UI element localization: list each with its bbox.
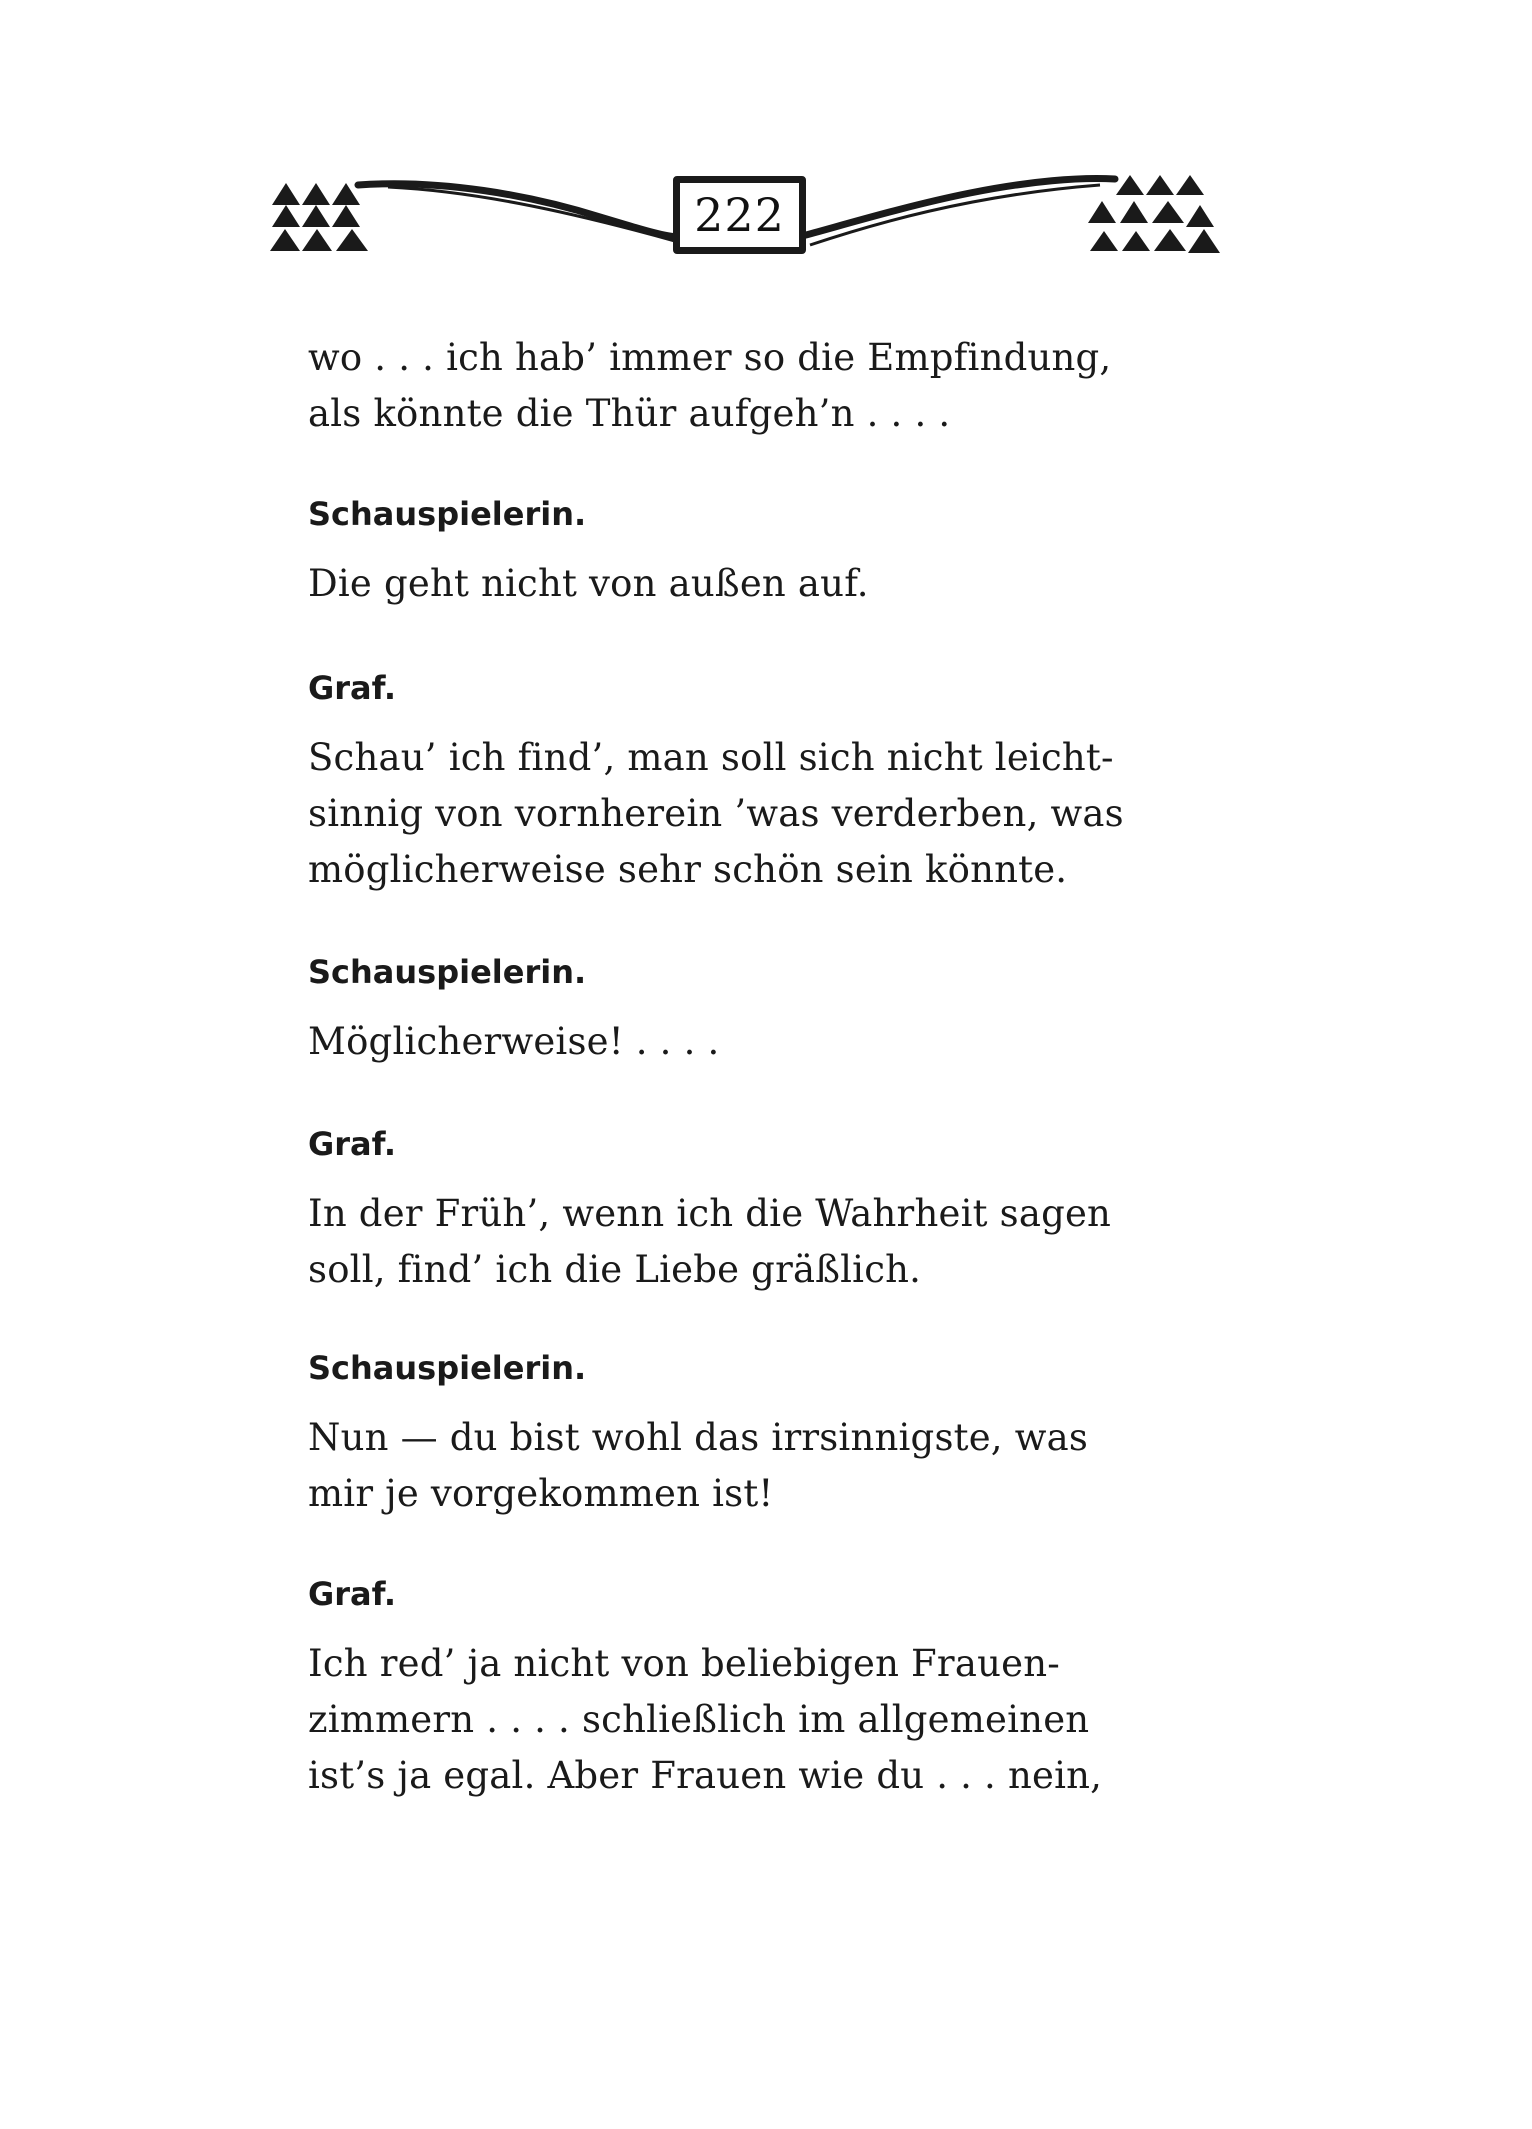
text-line: In der Früh’, wenn ich die Wahrheit sagen [308, 1192, 1112, 1235]
text-line: mir je vorgekommen ist! [308, 1472, 774, 1515]
dialogue-exchange [308, 1572, 1102, 1804]
text-line: möglicherweise sehr schön sein könnte. [308, 848, 1068, 891]
text-line: wo . . . ich hab’ immer so die Empfindung, [308, 336, 1112, 379]
text-line: zimmern . . . . schließlich im allgemeinen [308, 1698, 1090, 1741]
page-number: 222 [694, 188, 785, 242]
dialogue-exchange [308, 1346, 1088, 1522]
text-line: Ich red’ ja nicht von beliebigen Frauen- [308, 1642, 1060, 1685]
text-line: als könnte die Thür aufgeh’n . . . . [308, 392, 951, 435]
left-triangle-ornament [270, 183, 368, 251]
dialogue-exchange [308, 492, 869, 612]
text-line: ist’s ja egal. Aber Frauen wie du . . . nein, [308, 1754, 1103, 1797]
speaker-name: Schauspielerin. [308, 1349, 587, 1387]
text-line: sinnig von vornherein ’was verderben, was [308, 792, 1124, 835]
dialogue-exchange [308, 666, 1124, 898]
speaker-name: Graf. [308, 1575, 396, 1613]
text-line: Möglicherweise! . . . . [308, 1020, 720, 1063]
dialogue-exchange [308, 950, 720, 1070]
text-line: Nun — du bist wohl das irrsinnigste, was [308, 1416, 1089, 1459]
text-line: soll, find’ ich die Liebe gräßlich. [308, 1248, 922, 1291]
text-line: Die geht nicht von außen auf. [308, 562, 869, 605]
speaker-name: Schauspielerin. [308, 953, 587, 991]
intro-passage [308, 330, 1170, 442]
text-line: Schau’ ich find’, man soll sich nicht leicht- [308, 736, 1114, 779]
right-triangle-ornament [1088, 175, 1220, 253]
speaker-name: Graf. [308, 1125, 396, 1163]
speaker-name: Graf. [308, 669, 396, 707]
page-header-ornament [270, 165, 1220, 275]
dialogue-exchange [308, 1122, 1111, 1298]
speaker-name: Schauspielerin. [308, 495, 587, 533]
page-number-frame [673, 176, 806, 254]
